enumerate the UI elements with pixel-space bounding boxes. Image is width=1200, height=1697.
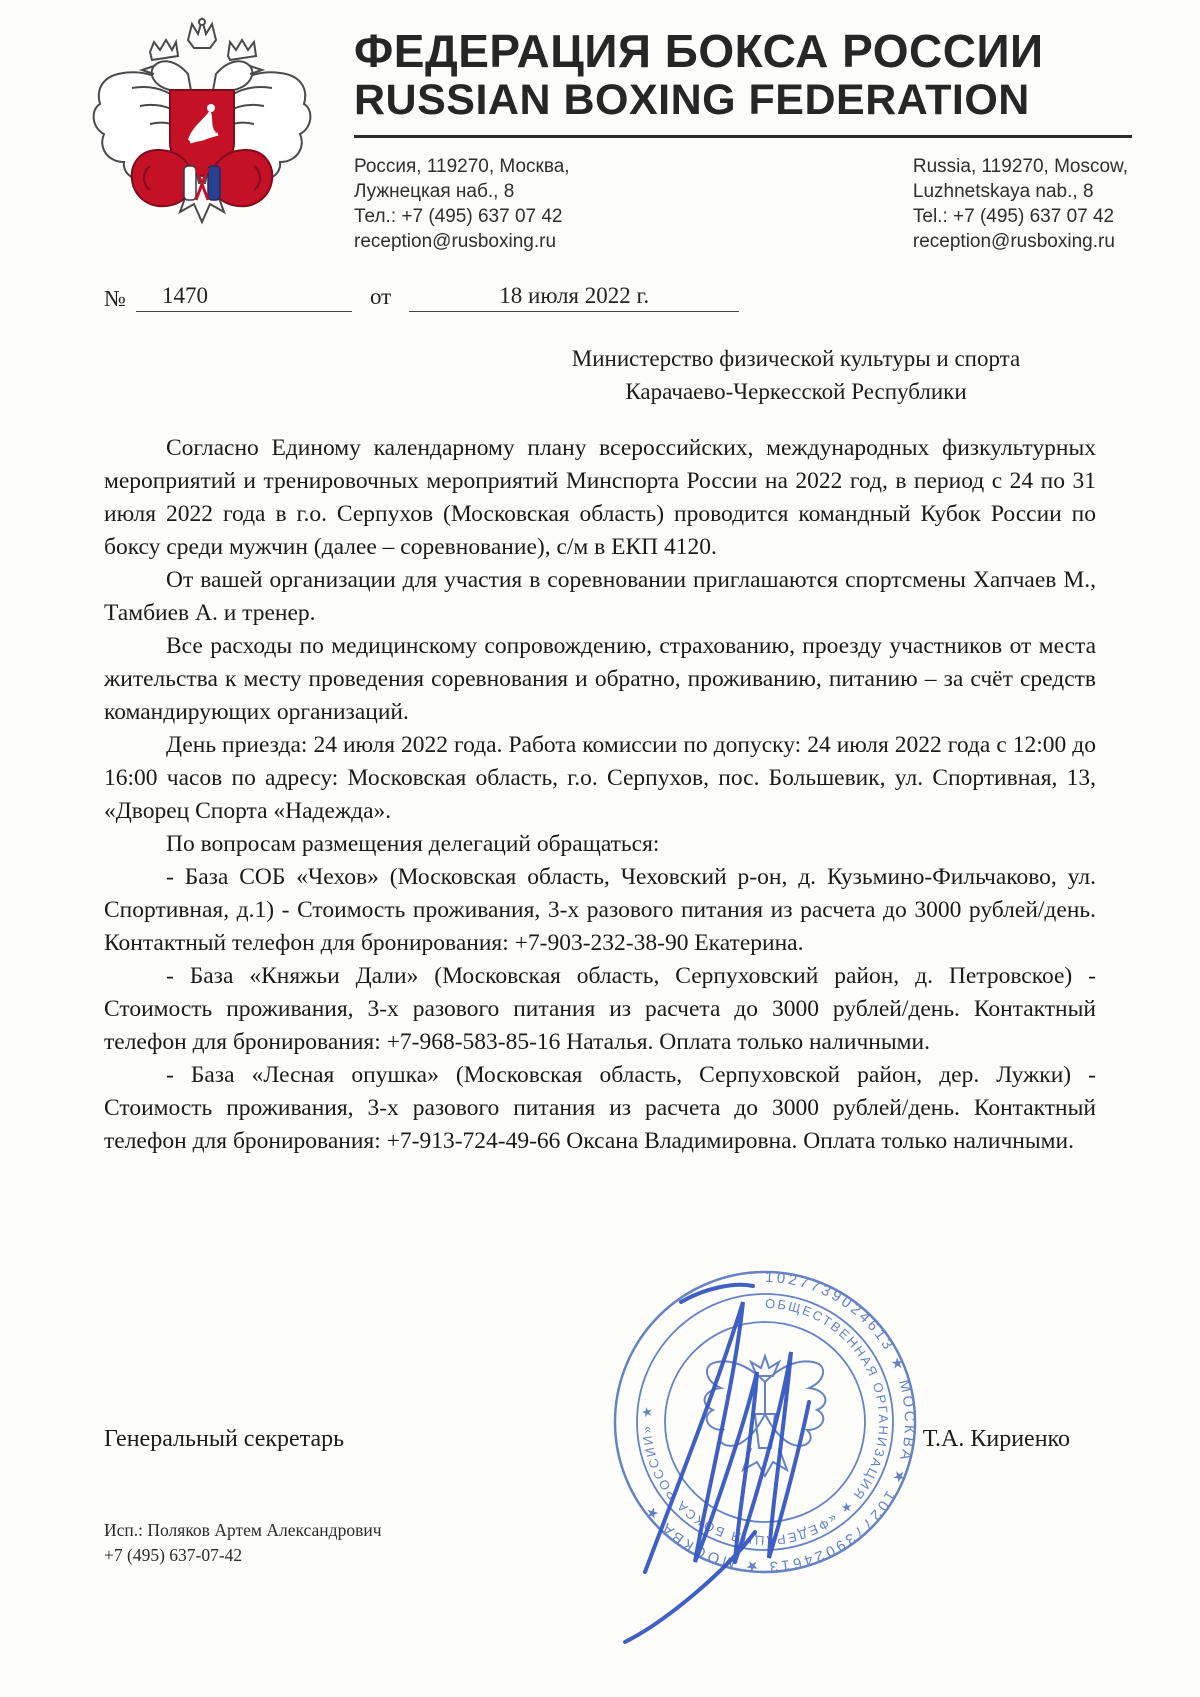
svg-text:ОБЩЕСТВЕННАЯ ОРГАНИЗАЦИЯ ★ «ФЕ [639, 1296, 891, 1548]
letter-body [104, 432, 1096, 1158]
contact-ru-address1: Россия, 119270, Москва, [354, 155, 570, 177]
executor-block [104, 1518, 382, 1569]
stamp-eagle-icon [705, 1356, 826, 1476]
signature-icon [625, 1285, 809, 1642]
org-name-en: RUSSIAN BOXING FEDERATION [354, 75, 1030, 124]
contact-block-en [913, 154, 1132, 254]
ref-from-label: от [369, 284, 392, 309]
letterhead-contacts [354, 154, 1132, 254]
federation-emblem-icon [92, 16, 312, 238]
ref-number-value: 1470 [136, 283, 352, 312]
contact-ru-address2: Лужнецкая наб., 8 [354, 181, 515, 203]
signer-position: Генеральный секретарь [104, 1426, 345, 1452]
paragraph-accommodation-intro: По вопросам размещения делегаций обращаться: [166, 831, 660, 857]
ref-number-label: № [104, 286, 126, 311]
reference-line [104, 283, 739, 312]
letterhead [92, 16, 1132, 254]
recipient-line-2: Карачаево-Черкесской Республики [625, 379, 967, 405]
contact-block-ru [354, 154, 570, 254]
paragraph-arrival-and-commission: День приезда: 24 июля 2022 года. Работа комиссии по допуску: 24 июля 2022 года с 12:00 до 16:00 часов по адресу: Московская область, г.о. Серпухов, пос. Большевик, ул. Спортивная, 13, «Дворец Спорта «Надежда». [104, 732, 1096, 824]
contact-ru-phone: Тел.: +7 (495) 637 07 42 [354, 206, 563, 228]
svg-text:1027739024613 ★ МОСКВА ★ 10277 [640, 1269, 918, 1575]
paragraph-base-lesnaya-opushka: - База «Лесная опушка» (Московская область, Серпуховской район, дер. Лужки) - Стоимость проживания, 3-х разового питания из расчета до 3000 рублей/день. Контактный телефон для бронирования: +7-913-724-49-66 Оксана Владимировна. Оплата только наличными. [104, 1062, 1096, 1154]
contact-en-address1: Russia, 119270, Moscow, [912, 155, 1128, 177]
paragraph-base-chekhov: - База СОБ «Чехов» (Московская область, Чеховский р-он, д. Кузьмино-Фильчаково, ул. Спортивная, д.1) - Стоимость проживания, 3-х разового питания из расчета до 3000 рублей/день. Контактный телефон для бронирования: +7-903-232-38-90 Екатерина. [104, 864, 1096, 956]
stamp-outer-text: 1027739024613 ★ МОСКВА ★ 1027739024613 ★ МОСКВА ★ [639, 1268, 919, 1576]
contact-en-address2: Luzhnetskaya nab., 8 [912, 181, 1094, 203]
round-stamp-icon [585, 1242, 945, 1682]
org-name-ru: ФЕДЕРАЦИЯ БОКСА РОССИИ [354, 25, 1044, 77]
stamp-inner-text: ОБЩЕСТВЕННАЯ ОРГАНИЗАЦИЯ ★ «ФЕДЕРАЦИЯ БОКСА РОССИИ» ★ [638, 1295, 892, 1549]
executor-phone: +7 (495) 637-07-42 [104, 1545, 243, 1566]
stamp-and-signature [585, 1242, 945, 1682]
ref-date-value: 18 июля 2022 г. [409, 283, 739, 312]
paragraph-base-knyazhyi-dali: - База «Княжьи Дали» (Московская область, Серпуховский район, д. Петровское) - Стоимость проживания, 3-х разового питания из расчета до 3000 рублей/день. Контактный телефон для бронирования: +7-968-583-85-16 Наталья. Оплата только наличными. [104, 963, 1096, 1055]
letterhead-divider [354, 135, 1132, 138]
letterhead-titles [354, 16, 1132, 254]
contact-en-phone: Tel.: +7 (495) 637 07 42 [912, 206, 1115, 228]
paragraph-competition-announcement: Согласно Единому календарному плану всероссийских, международных физкультурных мероприятий и тренировочных мероприятий Минспорта России на 2022 год, в период с 24 по 31 июля 2022 года в г.о. Серпухов (Московская область) проводится командный Кубок России по боксу среди мужчин (далее – соревнование), с/м в ЕКП 4120. [104, 435, 1096, 560]
paragraph-invited-athletes: От вашей организации для участия в соревновании приглашаются спортсмены Хапчаев М., Тамбиев А. и тренер. [104, 567, 1096, 626]
signer-name: Т.А. Кириенко [922, 1426, 1070, 1452]
contact-en-email: reception@rusboxing.ru [912, 231, 1115, 253]
recipient-block [520, 342, 1072, 409]
paragraph-expenses: Все расходы по медицинскому сопровождению, страхованию, проезду участников от места жительства к месту проведения соревнования и обратно, проживанию, питанию – за счёт средств командирующих организаций. [104, 633, 1096, 725]
executor-name: Исп.: Поляков Артем Александрович [104, 1520, 382, 1540]
contact-ru-email: reception@rusboxing.ru [354, 231, 557, 253]
recipient-line-1: Министерство физической культуры и спорта [571, 346, 1021, 371]
